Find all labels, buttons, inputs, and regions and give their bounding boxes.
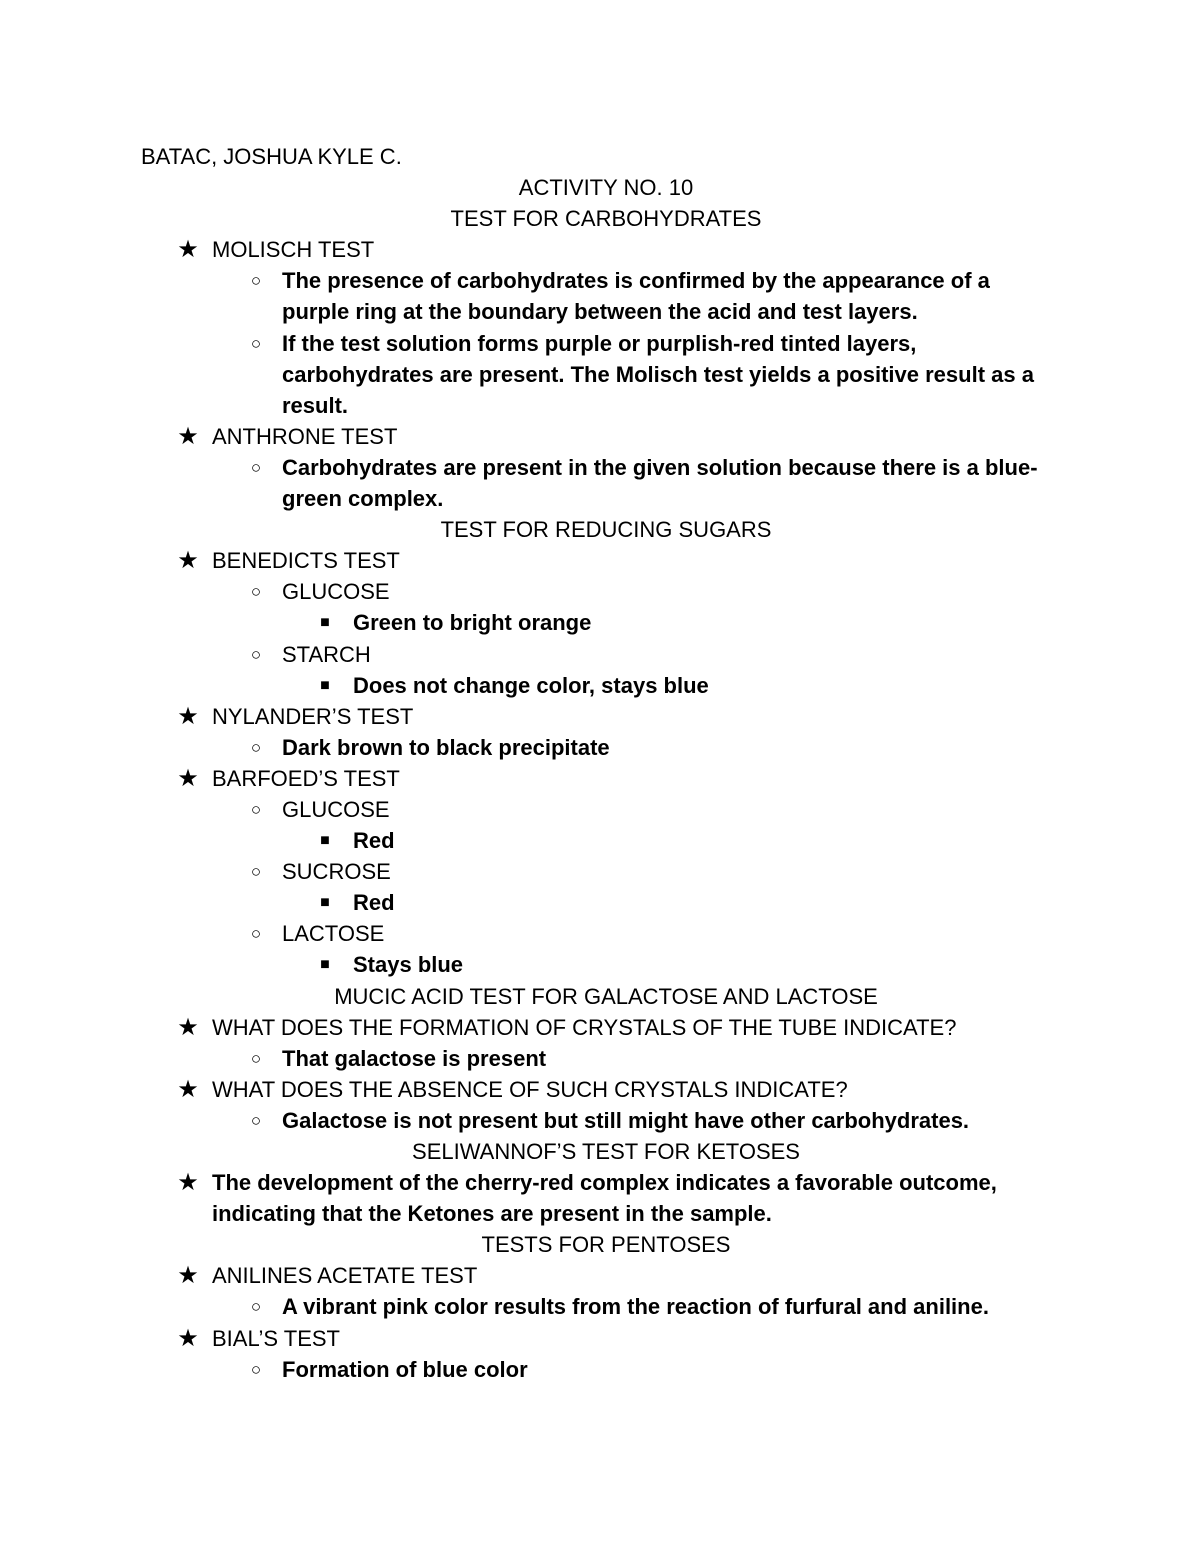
question-text: WHAT DOES THE FORMATION OF CRYSTALS OF THE TUBE INDICATE? xyxy=(212,1014,957,1040)
test-item-benedicts xyxy=(141,545,1071,576)
test-item-bials xyxy=(141,1323,1071,1354)
statement-item xyxy=(141,1167,1072,1229)
sugar-result xyxy=(141,887,1071,918)
section-heading-carbohydrates: TEST FOR CARBOHYDRATES xyxy=(450,206,762,232)
star-bullet-icon: ★ xyxy=(177,1013,199,1041)
test-item-molisch xyxy=(141,234,1071,265)
section-heading-pentoses: TESTS FOR PENTOSES xyxy=(481,1232,731,1258)
activity-title: ACTIVITY NO. 10 xyxy=(518,175,694,201)
result-text: Red xyxy=(353,828,395,854)
circle-bullet-icon: ○ xyxy=(250,1048,262,1068)
square-bullet-icon: ■ xyxy=(320,956,330,974)
section-heading-reducing-sugars: TEST FOR REDUCING SUGARS xyxy=(440,517,772,543)
star-bullet-icon: ★ xyxy=(177,236,199,264)
star-bullet-icon: ★ xyxy=(177,1169,199,1197)
sugar-result xyxy=(141,670,1071,701)
star-bullet-icon: ★ xyxy=(177,702,199,730)
note-text: Carbohydrates are present in the given solution because there is a blue-green complex. xyxy=(282,454,1038,512)
star-bullet-icon: ★ xyxy=(177,547,199,575)
circle-bullet-icon: ○ xyxy=(250,271,262,291)
statement-text: The development of the cherry-red complex indicates a favorable outcome, indicating that the Ketones are present in the sample. xyxy=(212,1170,997,1227)
test-note xyxy=(141,452,1052,514)
section-heading-mucic-acid: MUCIC ACID TEST FOR GALACTOSE AND LACTOSE xyxy=(334,983,878,1009)
note-text: The presence of carbohydrates is confirmed by the appearance of a purple ring at the boundary between the acid and test layers. xyxy=(282,268,990,325)
circle-bullet-icon: ○ xyxy=(250,1359,262,1379)
test-title: ANILINES ACETATE TEST xyxy=(212,1263,478,1289)
test-item-barfoeds xyxy=(141,763,1071,794)
sugar-name: SUCROSE xyxy=(282,859,391,885)
test-item-anilines xyxy=(141,1260,1071,1291)
sugar-item xyxy=(141,639,1052,670)
test-note xyxy=(141,1354,1052,1385)
result-text: Red xyxy=(353,890,395,916)
test-note xyxy=(141,265,1052,327)
question-item xyxy=(141,1074,1072,1105)
document-body xyxy=(141,141,1071,1385)
sugar-item xyxy=(141,856,1052,887)
answer-text: Galactose is not present but still might have other carbohydrates. xyxy=(282,1107,970,1133)
answer-item xyxy=(141,1043,1052,1074)
sugar-name: GLUCOSE xyxy=(282,579,390,605)
test-item-nylanders xyxy=(141,701,1071,732)
square-bullet-icon: ■ xyxy=(320,614,330,632)
test-title: BIAL’S TEST xyxy=(212,1325,340,1351)
circle-bullet-icon: ○ xyxy=(250,582,262,602)
result-text: Stays blue xyxy=(353,952,464,978)
test-title: ANTHRONE TEST xyxy=(212,423,398,449)
test-title: BARFOED’S TEST xyxy=(212,765,400,791)
star-bullet-icon: ★ xyxy=(177,1262,199,1290)
question-item xyxy=(141,1012,1072,1043)
section-heading-seliwannof: SELIWANNOF’S TEST FOR KETOSES xyxy=(412,1139,800,1164)
result-text: Does not change color, stays blue xyxy=(353,672,709,698)
star-bullet-icon: ★ xyxy=(177,1075,199,1103)
circle-bullet-icon: ○ xyxy=(250,737,262,757)
circle-bullet-icon: ○ xyxy=(250,457,262,477)
note-text: Formation of blue color xyxy=(282,1356,528,1382)
question-text: WHAT DOES THE ABSENCE OF SUCH CRYSTALS INDICATE? xyxy=(212,1076,848,1102)
test-title: BENEDICTS TEST xyxy=(212,548,400,574)
test-title: NYLANDER’S TEST xyxy=(212,703,414,729)
star-bullet-icon: ★ xyxy=(177,764,199,792)
star-bullet-icon: ★ xyxy=(177,1324,199,1352)
circle-bullet-icon: ○ xyxy=(250,799,262,819)
square-bullet-icon: ■ xyxy=(320,894,330,912)
square-bullet-icon: ■ xyxy=(320,832,330,850)
result-text: Green to bright orange xyxy=(353,610,592,636)
answer-text: That galactose is present xyxy=(282,1045,547,1071)
student-name: BATAC, JOSHUA KYLE C. xyxy=(141,144,402,169)
test-title: MOLISCH TEST xyxy=(212,237,375,263)
test-note xyxy=(141,732,1052,763)
sugar-name: GLUCOSE xyxy=(282,796,390,822)
test-note xyxy=(141,328,1052,421)
star-bullet-icon: ★ xyxy=(177,422,199,450)
sugar-name: STARCH xyxy=(282,641,371,667)
sugar-item xyxy=(141,576,1052,607)
circle-bullet-icon: ○ xyxy=(250,1110,262,1130)
test-note xyxy=(141,1291,1082,1322)
circle-bullet-icon: ○ xyxy=(250,924,262,944)
sugar-result xyxy=(141,949,1071,980)
note-text: If the test solution forms purple or purplish-red tinted layers, carbohydrates are present. The Molisch test yields a positive result as a result. xyxy=(282,330,1034,418)
sugar-item xyxy=(141,918,1052,949)
circle-bullet-icon: ○ xyxy=(250,644,262,664)
sugar-result xyxy=(141,825,1071,856)
circle-bullet-icon: ○ xyxy=(250,862,262,882)
sugar-item xyxy=(141,794,1052,825)
answer-item xyxy=(141,1105,1052,1136)
circle-bullet-icon: ○ xyxy=(250,333,262,353)
square-bullet-icon: ■ xyxy=(320,676,330,694)
test-item-anthrone xyxy=(141,421,1071,452)
sugar-result xyxy=(141,607,1071,638)
note-text: Dark brown to black precipitate xyxy=(282,734,610,760)
circle-bullet-icon: ○ xyxy=(250,1297,262,1317)
note-text: A vibrant pink color results from the reaction of furfural and aniline. xyxy=(282,1294,989,1320)
sugar-name: LACTOSE xyxy=(282,921,385,947)
